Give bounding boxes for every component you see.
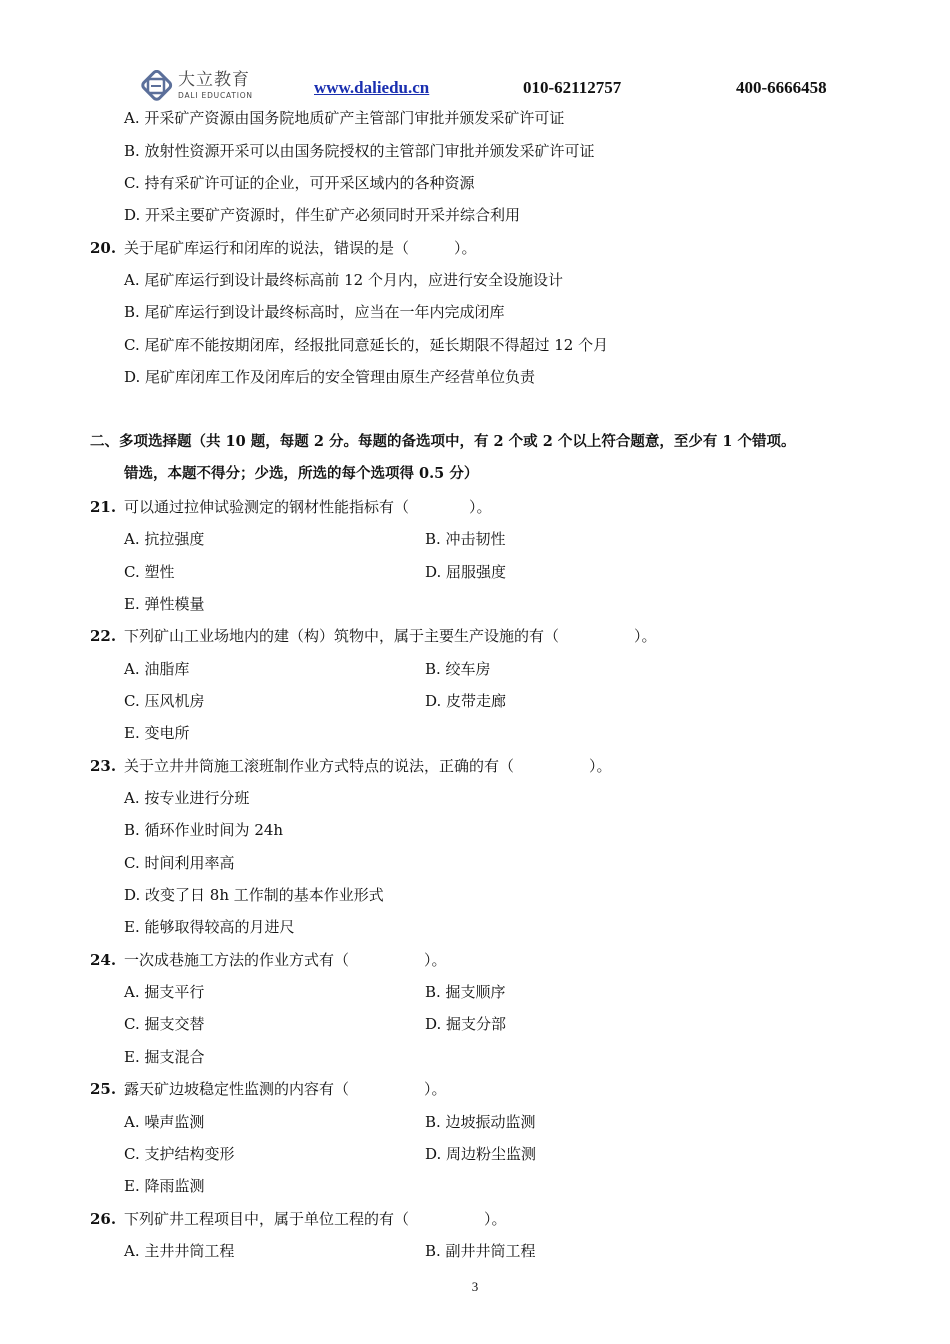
q23-option-d: D. 改变了日 8h 工作制的基本作业形式 [124,886,384,904]
q25-number: 25. [90,1080,117,1098]
phone-number-1: 010-62112757 [523,78,622,97]
page-header [138,70,850,104]
phone-number-2: 400-6666458 [736,78,827,97]
q23-option-e: E. 能够取得较高的月进尺 [124,918,295,936]
q25-option-a: A. 噪声监测 [124,1113,205,1131]
page-number: 3 [471,1279,479,1294]
q23-option-a: A. 按专业进行分班 [124,789,250,807]
q24-option-e: E. 掘支混合 [124,1048,205,1066]
q24-option-c: C. 掘支交替 [124,1015,205,1033]
q22-option-d: D. 皮带走廊 [425,692,507,710]
q21-option-a: A. 抗拉强度 [124,530,205,548]
q19-option-a: A. 开采矿产资源由国务院地质矿产主管部门审批并颁发采矿许可证 [124,109,565,127]
website-link[interactable]: www.daliedu.cn [314,78,430,97]
q19-option-b: B. 放射性资源开采可以由国务院授权的主管部门审批并颁发采矿许可证 [124,142,595,160]
q20-option-b: B. 尾矿库运行到设计最终标高时，应当在一年内完成闭库 [124,303,505,321]
q20-stem: 关于尾矿库运行和闭库的说法，错误的是（ ）。 [124,239,477,257]
q21-option-d: D. 屈服强度 [425,563,507,581]
q25-option-d: D. 周边粉尘监测 [425,1145,537,1163]
q26-option-b: B. 副井井筒工程 [425,1242,536,1260]
q22-option-c: C. 压风机房 [124,692,205,710]
q25-option-e: E. 降雨监测 [124,1177,205,1195]
q24-stem: 一次成巷施工方法的作业方式有（ ）。 [124,951,447,969]
dali-logo-icon [138,70,174,102]
q25-option-c: C. 支护结构变形 [124,1145,235,1163]
q22-option-a: A. 油脂库 [124,660,190,678]
q25-stem: 露天矿边坡稳定性监测的内容有（ ）。 [124,1080,447,1098]
q22-number: 22. [90,627,117,645]
logo-english-text: DALI EDUCATION [178,91,253,101]
q21-option-c: C. 塑性 [124,563,175,581]
q24-number: 24. [90,951,117,969]
q21-option-b: B. 冲击韧性 [425,530,506,548]
q20-option-a: A. 尾矿库运行到设计最终标高前 12 个月内，应进行安全设施设计 [124,271,563,289]
q22-stem: 下列矿山工业场地内的建（构）筑物中，属于主要生产设施的有（ ）。 [124,627,657,645]
q23-option-c: C. 时间利用率高 [124,854,235,872]
q25-option-b: B. 边坡振动监测 [425,1113,536,1131]
q20-number: 20. [90,239,117,257]
q21-option-e: E. 弹性模量 [124,595,205,613]
q21-stem: 可以通过拉伸试验测定的钢材性能指标有（ ）。 [124,498,492,516]
q22-option-b: B. 绞车房 [425,660,491,678]
q20-option-d: D. 尾矿库闭库工作及闭库后的安全管理由原生产经营单位负责 [124,368,536,386]
section-2-instructions: 错选，本题不得分；少选，所选的每个选项得 0.5 分） [124,465,479,482]
q23-number: 23. [90,757,117,775]
logo [138,70,253,102]
q26-option-a: A. 主井井筒工程 [124,1242,235,1260]
q19-option-d: D. 开采主要矿产资源时，伴生矿产必须同时开采并综合利用 [124,206,521,224]
q23-option-b: B. 循环作业时间为 24h [124,821,284,839]
q26-stem: 下列矿井工程项目中，属于单位工程的有（ ）。 [124,1210,507,1228]
q26-number: 26. [90,1210,117,1228]
section-2-heading: 二、多项选择题（共 10 题，每题 2 分。每题的备选项中，有 2 个或 2 个以上符合题意，至少有 1 个错项。 [90,433,796,450]
q23-stem: 关于立井井筒施工滚班制作业方式特点的说法，正确的有（ ）。 [124,757,612,775]
q19-option-c: C. 持有采矿许可证的企业，可开采区域内的各种资源 [124,174,475,192]
q22-option-e: E. 变电所 [124,724,190,742]
q24-option-a: A. 掘支平行 [124,983,205,1001]
q24-option-b: B. 掘支顺序 [425,983,506,1001]
q24-option-d: D. 掘支分部 [425,1015,507,1033]
q21-number: 21. [90,498,117,516]
q20-option-c: C. 尾矿库不能按期闭库，经报批同意延长的，延长期限不得超过 12 个月 [124,336,609,354]
logo-chinese-text: 大立教育 [178,70,250,91]
